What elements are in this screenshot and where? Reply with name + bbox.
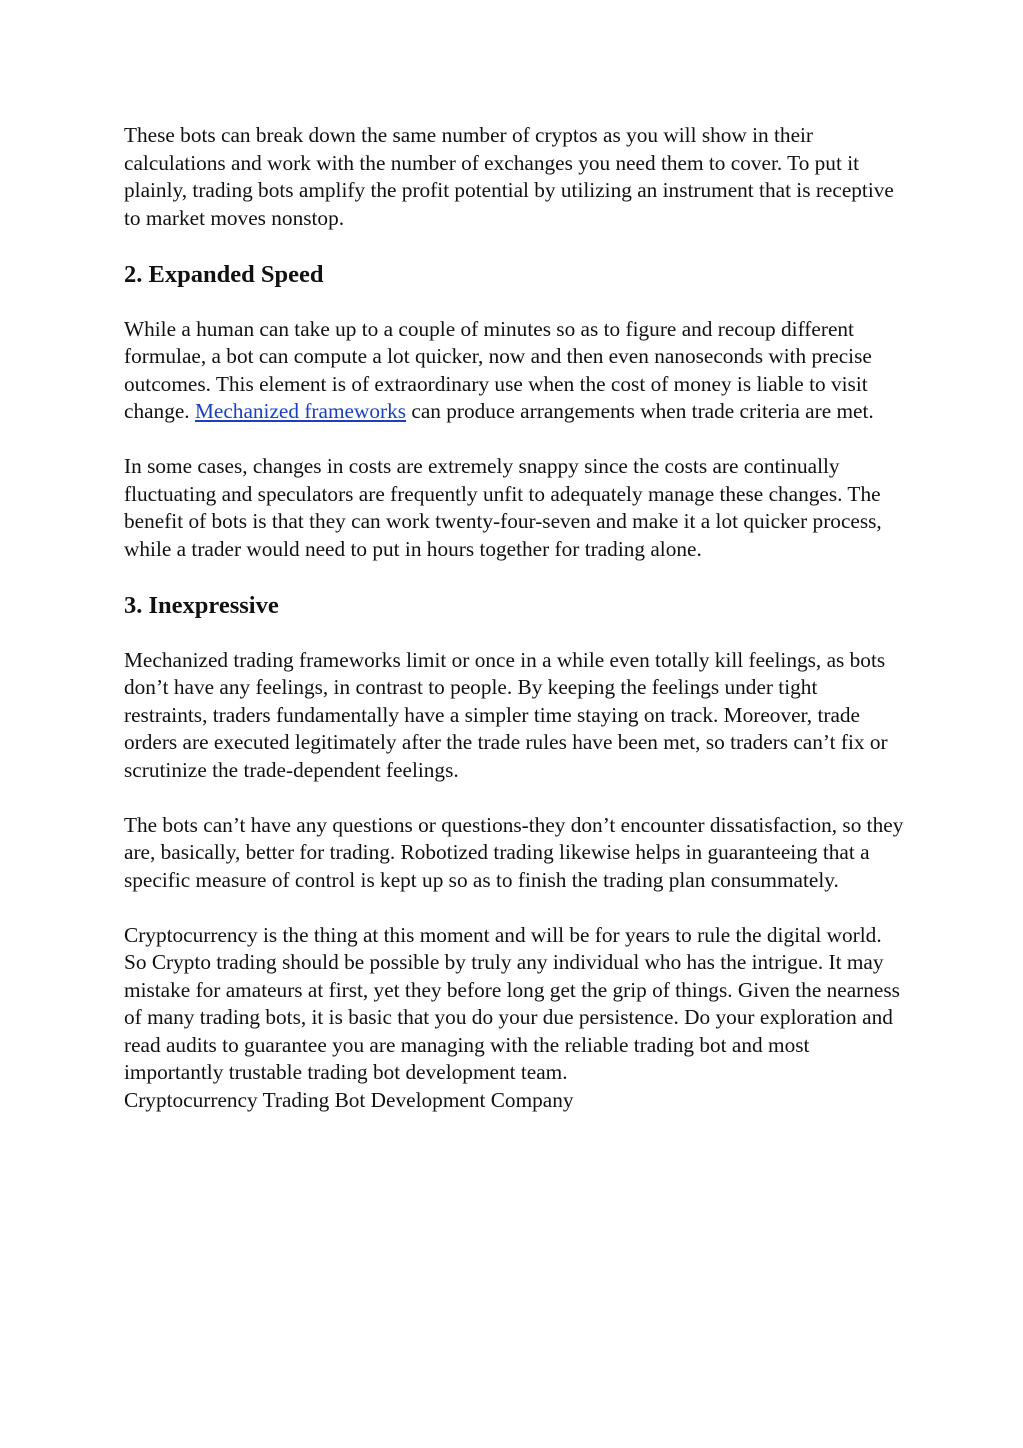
section-heading-inexpressive: 3. Inexpressive — [124, 591, 279, 619]
expanded-speed-paragraph-1 — [124, 316, 904, 426]
inexpressive-paragraph-2: The bots can’t have any questions or questions-they don’t encounter dissatisfaction, so they are, basically, better for trading. Robotized trading likewise helps in guaranteeing that a specific measure of control is kept up so as to finish the trading plan consummately. — [124, 812, 904, 892]
expanded-speed-text-after-link: can produce arrangements when trade criteria are met. — [406, 399, 874, 423]
inexpressive-paragraph-1: Mechanized trading frameworks limit or once in a while even totally kill feelings, as bots don’t have any feelings, in contrast to people. By keeping the feelings under tight restraints, traders fundamentally have a simpler time staying on track. Moreover, trade orders are executed legitimately after the trade rules have been met, so traders can’t fix or scrutinize the trade-dependent feelings. — [124, 647, 888, 782]
intro-paragraph: These bots can break down the same number of cryptos as you will show in their calculations and work with the number of exchanges you need them to cover. To put it plainly, trading bots amplify the profit potential by utilizing an instrument that is receptive to market moves nonstop. — [124, 123, 894, 230]
expanded-speed-paragraph-2: In some cases, changes in costs are extremely snappy since the costs are continually fluctuating and speculators are frequently unfit to adequately manage these changes. The benefit of bots is that they can work twenty-four-seven and make it a lot quicker process, while a trader would need to put in hours together for trading alone. — [124, 454, 882, 561]
section-heading-expanded-speed: 2. Expanded Speed — [124, 260, 324, 288]
mechanized-frameworks-link[interactable]: Mechanized frameworks — [194, 399, 407, 423]
footer-company-line: Cryptocurrency Trading Bot Development Company — [124, 1087, 574, 1112]
expanded-speed-text-before-link: While a human can take up to a couple of minutes so as to figure and recoup different formulae, a bot can compute a lot quicker, now and then even nanoseconds with precise outcomes. This element is of extraordinary use when the cost of money is liable to visit change. — [124, 316, 872, 423]
document-content — [124, 122, 904, 1114]
inexpressive-paragraph-3: Cryptocurrency is the thing at this moment and will be for years to rule the digital world. So Crypto trading should be possible by truly any individual who has the intrigue. It may mistake for amateurs at first, yet they before long get the grip of things. Given the nearness of many trading bots, it is basic that you do your due persistence. Do your exploration and read audits to guarantee you are managing with the reliable trading bot and most importantly trustable trading bot development team. — [124, 922, 900, 1084]
